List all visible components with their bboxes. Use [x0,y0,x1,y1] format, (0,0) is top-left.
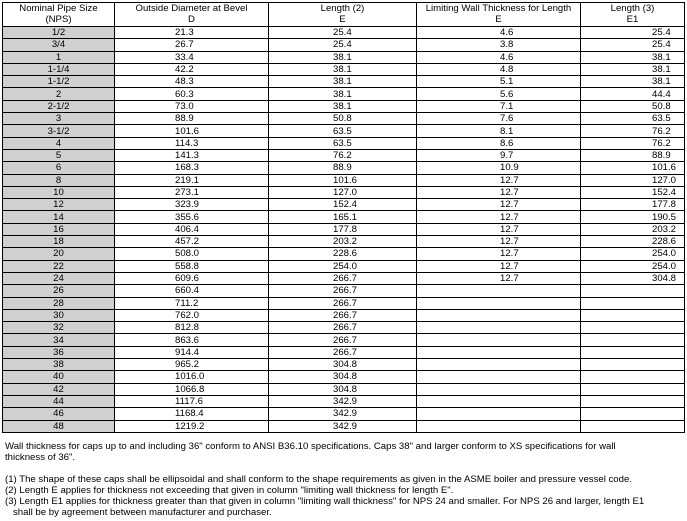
table-row [3,162,685,174]
cell-length-e: 266.7 [269,272,417,284]
cell-outside-diameter: 114.3 [115,137,269,149]
cell-nps: 34 [3,334,115,346]
cell-limiting-wall-thickness: 12.7 [417,186,581,198]
cell-length-e: 101.6 [269,174,417,186]
cell-outside-diameter: 141.3 [115,149,269,161]
cell-outside-diameter: 1168.4 [115,408,269,420]
table-row [3,199,685,211]
table-row [3,322,685,334]
cell-outside-diameter: 914.4 [115,346,269,358]
table-row [3,334,685,346]
cell-length-e1 [581,334,685,346]
cell-limiting-wall-thickness: 12.7 [417,223,581,235]
cell-outside-diameter: 355.6 [115,211,269,223]
cell-length-e: 228.6 [269,248,417,260]
cell-outside-diameter: 406.4 [115,223,269,235]
cell-length-e1 [581,383,685,395]
table-row [3,39,685,51]
cell-length-e1: 50.8 [581,100,685,112]
cell-limiting-wall-thickness: 12.7 [417,248,581,260]
footnote-3-line2: shall be by agreement between manufacturer and purchaser. [13,507,272,518]
table-row [3,408,685,420]
cell-outside-diameter: 33.4 [115,51,269,63]
cell-length-e: 63.5 [269,125,417,137]
table-row [3,27,685,39]
cell-length-e: 25.4 [269,27,417,39]
cell-limiting-wall-thickness: 12.7 [417,199,581,211]
cell-length-e1 [581,297,685,309]
cell-limiting-wall-thickness [417,297,581,309]
table-row [3,383,685,395]
cell-length-e: 38.1 [269,63,417,75]
footnote-3-line1: (3) Length E1 applies for thickness greater than that given in column "limiting wall thickness" for NPS 24 and smaller. For NPS 26 and larger, length E1 [5,496,645,507]
cell-outside-diameter: 812.8 [115,322,269,334]
cell-limiting-wall-thickness: 12.7 [417,260,581,272]
table-row [3,211,685,223]
header-length-e1-line1: Length (3) [610,3,655,14]
cell-length-e1 [581,309,685,321]
cell-limiting-wall-thickness [417,383,581,395]
cell-limiting-wall-thickness [417,334,581,346]
cell-outside-diameter: 508.0 [115,248,269,260]
footnote-2: (2) Length E applies for thickness not exceeding that given in column "limiting wall thickness for length E". [5,485,454,496]
cell-length-e: 25.4 [269,39,417,51]
cell-length-e1: 25.4 [581,39,685,51]
table-row [3,260,685,272]
header-limiting-wall-thickness [417,3,581,27]
header-nps [3,3,115,27]
cell-nps: 3/4 [3,39,115,51]
table-row [3,420,685,432]
cell-length-e1 [581,408,685,420]
cell-length-e1: 101.6 [581,162,685,174]
cell-length-e: 76.2 [269,149,417,161]
cell-nps: 40 [3,371,115,383]
header-length-e1 [581,3,685,27]
cell-limiting-wall-thickness [417,420,581,432]
cell-outside-diameter: 1219.2 [115,420,269,432]
cell-limiting-wall-thickness: 8.6 [417,137,581,149]
cell-outside-diameter: 101.6 [115,125,269,137]
cell-limiting-wall-thickness [417,395,581,407]
cell-length-e1: 76.2 [581,125,685,137]
cell-limiting-wall-thickness: 12.7 [417,236,581,248]
header-lwt-line1: Limiting Wall Thickness for Length [425,3,572,14]
cell-length-e1 [581,322,685,334]
cell-length-e1 [581,371,685,383]
table-row [3,359,685,371]
cell-outside-diameter: 457.2 [115,236,269,248]
cell-limiting-wall-thickness: 4.6 [417,27,581,39]
cell-length-e: 342.9 [269,395,417,407]
cell-nps: 8 [3,174,115,186]
table-header-row [3,3,685,27]
cell-outside-diameter: 21.3 [115,27,269,39]
cell-limiting-wall-thickness: 8.1 [417,125,581,137]
table-row [3,125,685,137]
table-row [3,63,685,75]
cell-length-e: 152.4 [269,199,417,211]
cell-nps: 32 [3,322,115,334]
cell-outside-diameter: 660.4 [115,285,269,297]
cell-length-e: 266.7 [269,297,417,309]
cell-outside-diameter: 88.9 [115,113,269,125]
table-row [3,285,685,297]
cell-length-e: 38.1 [269,76,417,88]
cell-limiting-wall-thickness: 10.9 [417,162,581,174]
cell-length-e: 127.0 [269,186,417,198]
cell-limiting-wall-thickness [417,322,581,334]
footnotes [5,474,683,518]
cell-length-e: 63.5 [269,137,417,149]
cell-nps: 46 [3,408,115,420]
cell-nps: 38 [3,359,115,371]
cell-length-e: 342.9 [269,408,417,420]
cell-length-e1: 38.1 [581,63,685,75]
header-nps-line1: Nominal Pipe Size [19,3,98,14]
table-row [3,248,685,260]
table-row [3,223,685,235]
cell-length-e1: 203.2 [581,223,685,235]
cell-outside-diameter: 558.8 [115,260,269,272]
note-main-line1: Wall thickness for caps up to and including 36" conform to ANSI B36.10 specifications. Caps 38" and larger conform to XS specifications for wall [5,441,616,452]
cell-limiting-wall-thickness [417,359,581,371]
cell-length-e1: 190.5 [581,211,685,223]
cell-length-e: 38.1 [269,88,417,100]
cell-length-e: 88.9 [269,162,417,174]
note-main-line2: thickness of 36". [5,452,76,463]
cell-outside-diameter: 965.2 [115,359,269,371]
table-row [3,174,685,186]
cell-length-e: 38.1 [269,100,417,112]
cell-outside-diameter: 1016.0 [115,371,269,383]
table-row [3,137,685,149]
header-length-e [269,3,417,27]
table-row [3,395,685,407]
cell-nps: 2-1/2 [3,100,115,112]
cell-length-e: 266.7 [269,346,417,358]
cell-outside-diameter: 60.3 [115,88,269,100]
cell-length-e1 [581,420,685,432]
cell-length-e1: 304.8 [581,272,685,284]
cell-limiting-wall-thickness: 4.8 [417,63,581,75]
cell-length-e1: 44.4 [581,88,685,100]
cell-outside-diameter: 1066.8 [115,383,269,395]
table-row [3,371,685,383]
cell-limiting-wall-thickness: 5.1 [417,76,581,88]
header-lwt-line2: E [495,14,502,25]
header-outside-diameter [115,3,269,27]
cell-nps: 3-1/2 [3,125,115,137]
cell-length-e1: 254.0 [581,260,685,272]
table-row [3,309,685,321]
cell-nps: 6 [3,162,115,174]
cell-nps: 36 [3,346,115,358]
cell-outside-diameter: 42.2 [115,63,269,75]
cell-nps: 20 [3,248,115,260]
cell-length-e1: 38.1 [581,51,685,63]
header-od-line2: D [188,14,195,25]
cell-nps: 1/2 [3,27,115,39]
cell-length-e: 342.9 [269,420,417,432]
cell-outside-diameter: 273.1 [115,186,269,198]
cell-outside-diameter: 711.2 [115,297,269,309]
cell-nps: 24 [3,272,115,284]
cell-limiting-wall-thickness [417,371,581,383]
cell-limiting-wall-thickness: 7.1 [417,100,581,112]
cell-length-e1: 228.6 [581,236,685,248]
table-row [3,100,685,112]
cell-limiting-wall-thickness [417,408,581,420]
table-row [3,51,685,63]
cell-nps: 26 [3,285,115,297]
cell-length-e: 266.7 [269,322,417,334]
header-nps-line2: (NPS) [45,14,72,25]
cell-limiting-wall-thickness: 4.6 [417,51,581,63]
cell-outside-diameter: 48.3 [115,76,269,88]
cell-length-e: 266.7 [269,309,417,321]
wall-thickness-note [5,441,683,463]
header-length-e-line2: E [339,14,346,25]
cell-length-e1: 152.4 [581,186,685,198]
cell-length-e1 [581,346,685,358]
table-row [3,346,685,358]
cell-limiting-wall-thickness [417,346,581,358]
cell-outside-diameter: 609.6 [115,272,269,284]
cell-outside-diameter: 863.6 [115,334,269,346]
table-row [3,88,685,100]
cell-outside-diameter: 73.0 [115,100,269,112]
cell-limiting-wall-thickness: 12.7 [417,174,581,186]
cell-nps: 44 [3,395,115,407]
table-row [3,76,685,88]
cell-length-e: 203.2 [269,236,417,248]
table-row [3,236,685,248]
cell-length-e: 50.8 [269,113,417,125]
cell-nps: 2 [3,88,115,100]
cell-nps: 5 [3,149,115,161]
cell-limiting-wall-thickness: 12.7 [417,272,581,284]
cell-length-e: 254.0 [269,260,417,272]
cell-outside-diameter: 219.1 [115,174,269,186]
cell-limiting-wall-thickness: 7.6 [417,113,581,125]
cell-length-e: 266.7 [269,334,417,346]
cell-nps: 28 [3,297,115,309]
cell-length-e: 165.1 [269,211,417,223]
cell-outside-diameter: 168.3 [115,162,269,174]
table-row [3,297,685,309]
cell-length-e1: 254.0 [581,248,685,260]
cell-nps: 3 [3,113,115,125]
cell-length-e1: 63.5 [581,113,685,125]
cell-length-e1: 177.8 [581,199,685,211]
table-row [3,149,685,161]
cell-nps: 42 [3,383,115,395]
cell-nps: 12 [3,199,115,211]
pipe-cap-dimensions-table [2,2,685,433]
cell-nps: 22 [3,260,115,272]
cell-limiting-wall-thickness [417,309,581,321]
cell-nps: 1-1/2 [3,76,115,88]
cell-length-e: 304.8 [269,359,417,371]
cell-length-e: 38.1 [269,51,417,63]
header-length-e-line1: Length (2) [320,3,365,14]
cell-length-e1 [581,359,685,371]
cell-length-e: 266.7 [269,285,417,297]
cell-length-e1: 38.1 [581,76,685,88]
cell-nps: 1-1/4 [3,63,115,75]
cell-length-e: 304.8 [269,371,417,383]
cell-nps: 18 [3,236,115,248]
cell-length-e1: 127.0 [581,174,685,186]
table-body [3,27,685,433]
cell-length-e1 [581,285,685,297]
cell-limiting-wall-thickness: 5.6 [417,88,581,100]
cell-outside-diameter: 1117.6 [115,395,269,407]
cell-length-e1: 76.2 [581,137,685,149]
table-row [3,113,685,125]
cell-nps: 16 [3,223,115,235]
cell-nps: 14 [3,211,115,223]
cell-nps: 10 [3,186,115,198]
cell-limiting-wall-thickness [417,285,581,297]
cell-length-e1: 88.9 [581,149,685,161]
footnote-1: (1) The shape of these caps shall be ellipsoidal and shall conform to the shape requirements as given in the ASME boiler and pressure vessel code. [5,474,632,485]
cell-outside-diameter: 26.7 [115,39,269,51]
cell-length-e1: 25.4 [581,27,685,39]
cell-limiting-wall-thickness: 12.7 [417,211,581,223]
cell-limiting-wall-thickness: 9.7 [417,149,581,161]
table-row [3,186,685,198]
cell-length-e: 304.8 [269,383,417,395]
cell-nps: 30 [3,309,115,321]
cell-limiting-wall-thickness: 3.8 [417,39,581,51]
cell-length-e1 [581,395,685,407]
cell-nps: 4 [3,137,115,149]
header-od-line1: Outside Diameter at Bevel [135,3,248,14]
cell-length-e: 177.8 [269,223,417,235]
cell-nps: 48 [3,420,115,432]
header-length-e1-line2: E1 [626,14,639,25]
cell-outside-diameter: 762.0 [115,309,269,321]
cell-outside-diameter: 323.9 [115,199,269,211]
table-row [3,272,685,284]
cell-nps: 1 [3,51,115,63]
